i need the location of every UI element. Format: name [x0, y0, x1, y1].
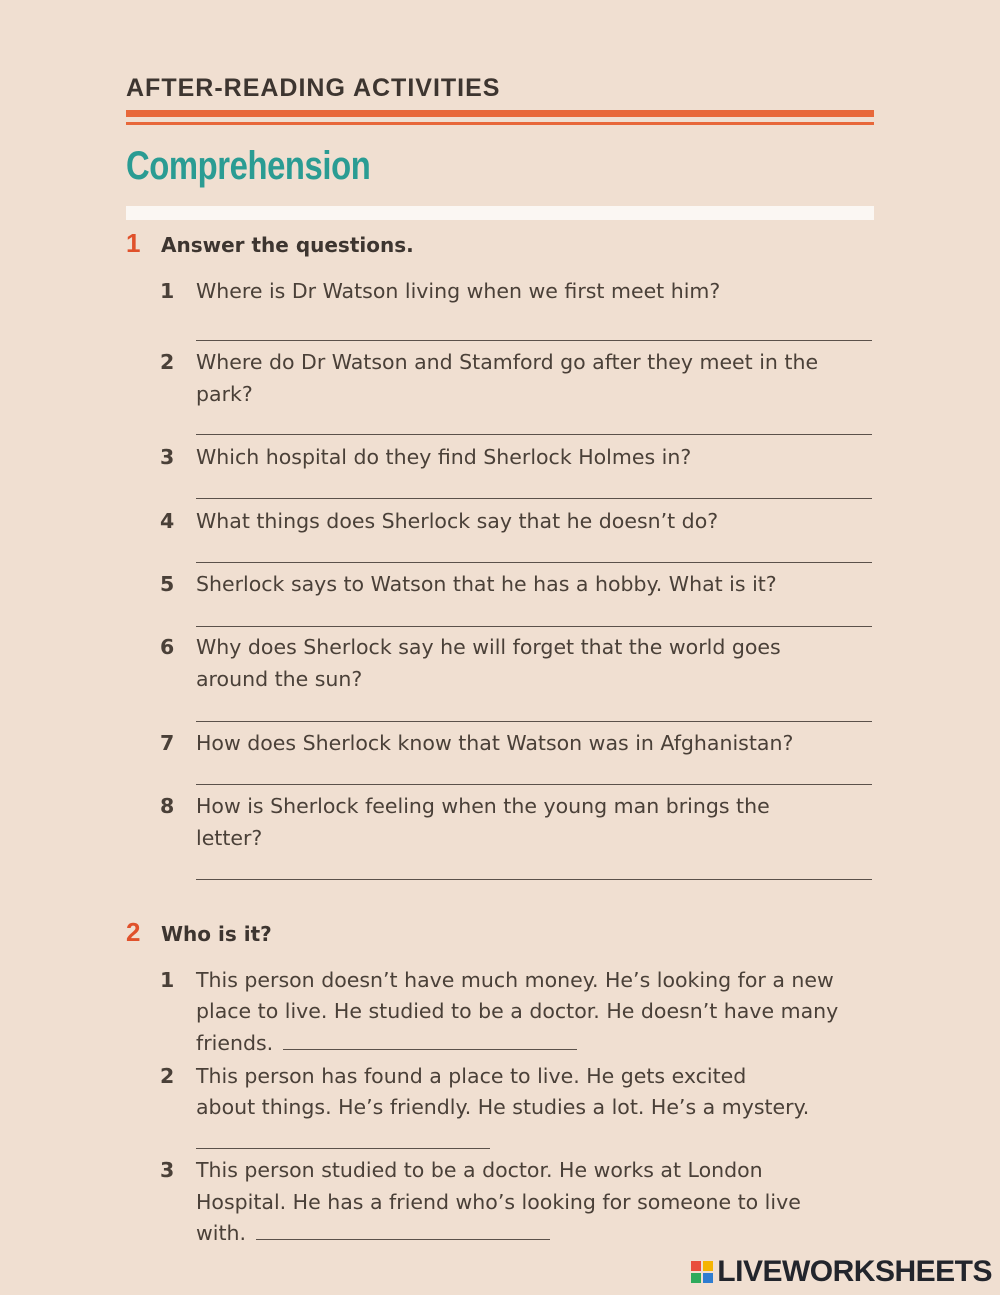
question-text: What things does Sherlock say that he doesn’t do?: [196, 509, 719, 533]
item-text-end: friends.: [196, 1031, 274, 1055]
question-text: Sherlock says to Watson that he has a hobby. What is it?: [196, 572, 777, 596]
item-text: This person has found a place to live. He gets excited: [196, 1064, 747, 1088]
exercise-1-title: Answer the questions.: [161, 233, 414, 257]
title-underbar: [126, 206, 874, 220]
header-rule-thin: [126, 122, 874, 125]
exercise-1-number: 1: [126, 228, 141, 258]
question-number: 2: [160, 350, 175, 374]
question-number: 1: [160, 279, 175, 303]
question-text-cont: letter?: [196, 826, 263, 850]
question-number: 8: [160, 794, 175, 818]
question-text-cont: around the sun?: [196, 667, 363, 691]
question-text: Why does Sherlock say he will forget that the world goes: [196, 635, 781, 659]
item-number: 3: [160, 1158, 175, 1182]
answer-line-3[interactable]: [196, 498, 872, 499]
answer-blank-2[interactable]: [196, 1148, 490, 1149]
question-text: How is Sherlock feeling when the young man brings the: [196, 794, 770, 818]
question-number: 6: [160, 635, 175, 659]
item-text-cont: place to live. He studied to be a doctor. He doesn’t have many: [196, 999, 839, 1023]
exercise-2-heading: [126, 917, 272, 948]
item-text-cont: Hospital. He has a friend who’s looking for someone to live: [196, 1190, 801, 1214]
exercise-2-number: 2: [126, 917, 141, 947]
answer-line-6[interactable]: [196, 721, 872, 722]
page-title: Comprehension: [126, 144, 371, 188]
who-item-1: [160, 964, 874, 1060]
item-text: This person doesn’t have much money. He’s looking for a new: [196, 968, 834, 992]
item-text-end: with.: [196, 1221, 247, 1245]
liveworksheets-brand[interactable]: [691, 1255, 992, 1289]
question-text: Where is Dr Watson living when we first meet him?: [196, 279, 721, 303]
item-text-cont: about things. He’s friendly. He studies a lot. He’s a mystery.: [196, 1095, 810, 1119]
question-text: Where do Dr Watson and Stamford go after they meet in the: [196, 350, 819, 374]
liveworksheets-logo-icon: [691, 1261, 713, 1283]
item-number: 2: [160, 1064, 175, 1088]
answer-line-5[interactable]: [196, 626, 872, 627]
answer-line-8[interactable]: [196, 879, 872, 880]
question-text: Which hospital do they find Sherlock Holmes in?: [196, 445, 692, 469]
section-label: AFTER-READING ACTIVITIES: [126, 74, 501, 102]
question-number: 7: [160, 731, 175, 755]
answer-blank-1[interactable]: [283, 1049, 577, 1050]
item-number: 1: [160, 968, 175, 992]
header-rule-thick: [126, 110, 874, 117]
question-number: 4: [160, 509, 175, 533]
answer-line-7[interactable]: [196, 784, 872, 785]
question-text: How does Sherlock know that Watson was in Afghanistan?: [196, 731, 794, 755]
question-number: 5: [160, 572, 175, 596]
answer-line-2[interactable]: [196, 434, 872, 435]
answer-line-4[interactable]: [196, 562, 872, 563]
question-number: 3: [160, 445, 175, 469]
item-text: This person studied to be a doctor. He works at London: [196, 1158, 763, 1182]
who-item-2: [160, 1060, 874, 1124]
exercise-1-heading: [126, 228, 414, 259]
answer-line-1[interactable]: [196, 340, 872, 341]
question-text-cont: park?: [196, 382, 253, 406]
exercise-2-title: Who is it?: [161, 922, 272, 946]
answer-blank-3[interactable]: [256, 1239, 550, 1240]
who-item-3: [160, 1154, 874, 1250]
brand-name: LIVEWORKSHEETS: [717, 1255, 992, 1288]
